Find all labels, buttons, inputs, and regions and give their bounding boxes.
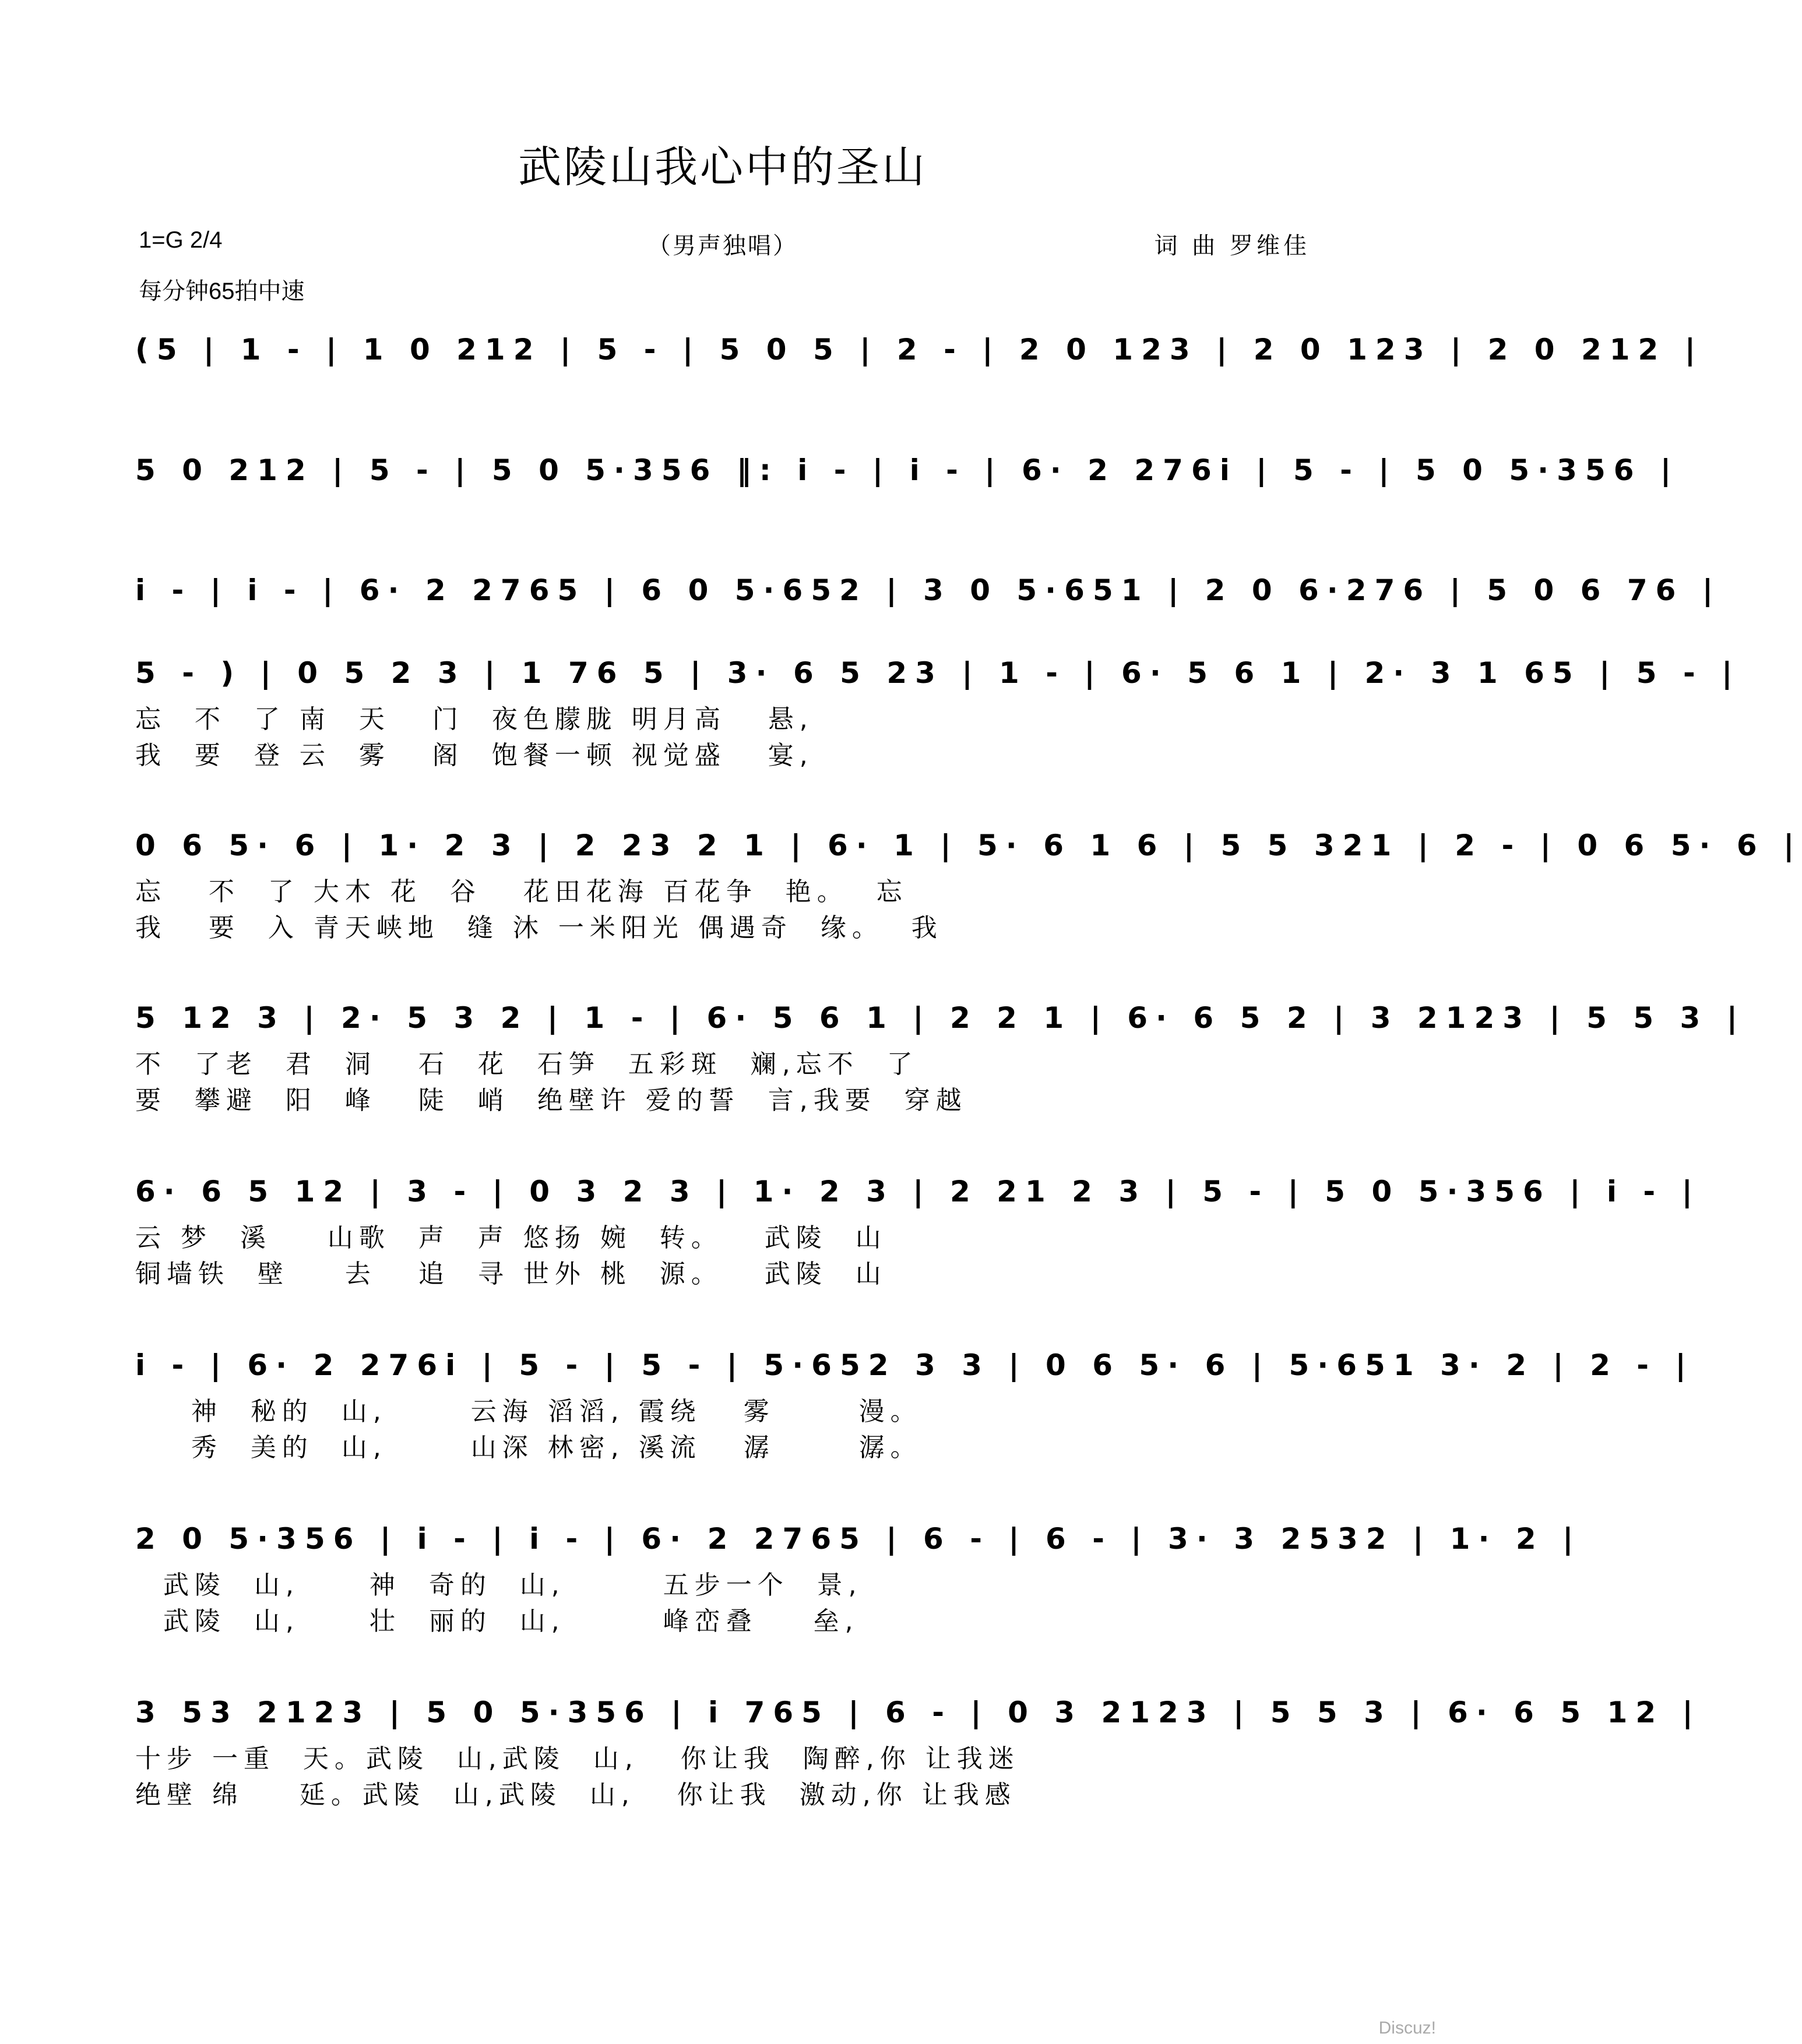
notation-line: 5 0 212 | 5 - | 5 0 5·356 ‖: i - | i - | 6· 2 276i | 5 - | 5 0 5·356 |	[135, 453, 1680, 487]
notation-line: i - | i - | 6· 2 2765 | 6 0 5·652 | 3 0 5·651 | 2 0 6·276 | 5 0 6 76 |	[135, 573, 1722, 607]
lyric-verse-2: 秀 美的 山, 山深 林密, 溪流 潺 潺。	[135, 1433, 922, 1462]
score-system	[135, 1171, 1701, 1292]
lyric-verse-1: 忘 不 了 南 天 门 夜色朦胧 明月高 悬,	[135, 704, 814, 734]
lyric-verse-1: 云 梦 溪 山歌 声 声 悠扬 婉 转。 武陵 山	[135, 1223, 887, 1253]
tempo-marking: 每分钟65拍中速	[139, 279, 305, 304]
lyric-verse-1: 神 秘的 山, 云海 滔滔, 霞绕 雾 漫。	[135, 1397, 922, 1426]
notation-line: (5 | 1 - | 1 0 212 | 5 - | 5 0 5 | 2 - | 2 0 123 | 2 0 123 | 2 0 212 |	[135, 333, 1704, 366]
score-system	[135, 1345, 1694, 1466]
notation-line: i - | 6· 2 276i | 5 - | 5 - | 5·652 3 3 | 0 6 5· 6 | 5·651 3· 2 | 2 - |	[135, 1348, 1694, 1382]
lyric-verse-1: 十步 一重 天。武陵 山,武陵 山, 你让我 陶醉,你 让我迷	[135, 1744, 1020, 1774]
score-system	[135, 1692, 1701, 1813]
score-system	[135, 450, 1680, 491]
lyric-verse-1: 不 了老 君 洞 石 花 石笋 五彩斑 斓,忘不 了	[135, 1049, 918, 1079]
notation-line: 5 - ) | 0 5 2 3 | 1 76 5 | 3· 6 5 23 | 1 - | 6· 5 6 1 | 2· 3 1 65 | 5 - |	[135, 656, 1741, 690]
lyric-verse-1: 忘 不 了 大木 花 谷 花田花海 百花争 艳。 忘	[135, 877, 908, 907]
lyric-verse-2: 铜墙铁 壁 去 追 寻 世外 桃 源。 武陵 山	[135, 1259, 887, 1289]
watermark-text: Discuz!	[1378, 2018, 1436, 2038]
key-signature: 1=G 2/4	[139, 227, 223, 253]
lyric-verse-1: 武陵 山, 神 奇的 山, 五步一个 景,	[135, 1570, 863, 1600]
lyric-verse-2: 武陵 山, 壮 丽的 山, 峰峦叠 垒,	[135, 1606, 859, 1636]
score-system	[135, 329, 1704, 370]
score-system	[135, 570, 1722, 611]
notation-line: 3 53 2123 | 5 0 5·356 | i 765 | 6 - | 0 3 2123 | 5 5 3 | 6· 6 5 12 |	[135, 1696, 1701, 1729]
score-system	[135, 825, 1802, 946]
notation-line: 6· 6 5 12 | 3 - | 0 3 2 3 | 1· 2 3 | 2 21 2 3 | 5 - | 5 0 5·356 | i - |	[135, 1175, 1701, 1208]
notation-line: 0 6 5· 6 | 1· 2 3 | 2 23 2 1 | 6· 1 | 5· 6 1 6 | 5 5 321 | 2 - | 0 6 5· 6 |	[135, 829, 1802, 862]
score-title: 武陵山我心中的圣山	[518, 142, 927, 192]
score-system	[135, 1518, 1582, 1640]
notation-line: 2 0 5·356 | i - | i - | 6· 2 2765 | 6 - | 6 - | 3· 3 2532 | 1· 2 |	[135, 1522, 1582, 1556]
lyric-verse-2: 我 要 登 云 雾 阁 饱餐一顿 视觉盛 宴,	[135, 741, 814, 770]
score-system	[135, 998, 1745, 1119]
composer-credit: 词 曲 罗维佳	[1154, 232, 1310, 259]
lyric-verse-2: 绝壁 绵 延。武陵 山,武陵 山, 你让我 激动,你 让我感	[135, 1780, 1016, 1810]
notation-line: 5 12 3 | 2· 5 3 2 | 1 - | 6· 5 6 1 | 2 2 1 | 6· 6 5 2 | 3 2123 | 5 5 3 |	[135, 1001, 1745, 1035]
score-system	[135, 653, 1741, 774]
lyric-verse-2: 要 攀避 阳 峰 陡 峭 绝壁许 爱的誓 言,我要 穿越	[135, 1086, 967, 1115]
lyric-verse-2: 我 要 入 青天峡地 缝 沐 一米阳光 偶遇奇 缘。 我	[135, 913, 943, 943]
performance-note: （男声独唱）	[647, 232, 798, 259]
